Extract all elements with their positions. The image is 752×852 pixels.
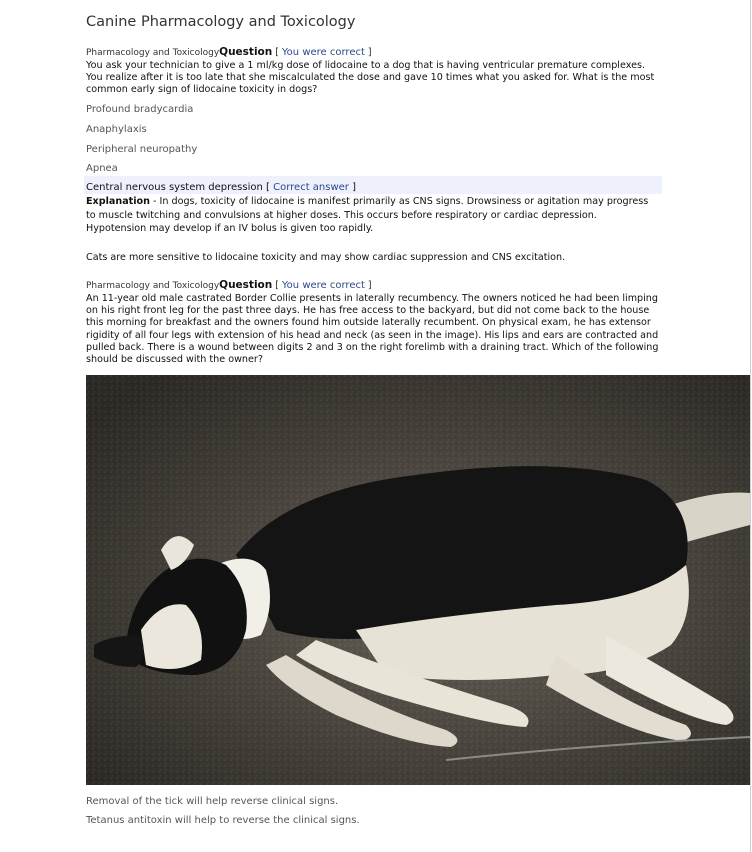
question-1-header [86, 46, 660, 59]
explanation-label: Explanation [86, 196, 150, 207]
answer-option-correct[interactable] [86, 182, 356, 193]
status-bracket-close: ] [367, 47, 372, 58]
correct-option-label: Central nervous system depression [86, 182, 263, 193]
answer-option-1[interactable]: Profound bradycardia [86, 104, 194, 115]
tag-bracket-close: ] [352, 182, 357, 193]
question-category: Pharmacology and Toxicology [86, 48, 220, 58]
explanation [86, 195, 660, 236]
dog-photo [86, 375, 750, 785]
explanation-note: Cats are more sensitive to lidocaine toxicity and may show cardiac suppression and CNS excitation. [86, 252, 566, 263]
tag-bracket-open: [ [266, 182, 270, 193]
status-bracket-open: [ [275, 47, 280, 58]
status-bracket-open: [ [275, 280, 280, 291]
status-bracket-close: ] [367, 280, 372, 291]
question-2 [86, 279, 660, 366]
question-label: Question [219, 46, 273, 58]
question-1 [86, 46, 660, 97]
question-1-text: You ask your technician to give a 1 ml/kg dose of lidocaine to a dog that is having ventricular premature complexes. You realize after it is too late that she miscalculated the dose and gave 10 times what you asked for. What is the most common early sign of lidocaine toxicity in dogs? [86, 60, 655, 96]
status-badge: You were correct [281, 280, 365, 291]
correct-answer-tag: Correct answer [273, 182, 349, 193]
answer-option-4[interactable]: Apnea [86, 163, 118, 174]
status-badge: You were correct [281, 47, 365, 58]
answer-option-2[interactable]: Anaphylaxis [86, 124, 147, 135]
page-title: Canine Pharmacology and Toxicology [86, 14, 356, 30]
question-2-text: An 11-year old male castrated Border Collie presents in laterally recumbency. The owners noticed he had been limping on his right front leg for the past three days. He has free access to the backyard, but did not come back to the house this morning for breakfast and the owners found him outside laterally recumbent. On physical exam, he has extensor rigidity of all four legs with extension of his head and neck (as seen in the image). His lips and ears are contracted and pulled back. There is a wound between digits 2 and 3 on the right forelimb with a draining tract. Which of the following should be discussed with the owner? [86, 293, 659, 366]
question-2-header [86, 279, 660, 292]
answer-option-q2-1[interactable]: Removal of the tick will help reverse clinical signs. [86, 796, 339, 807]
question-category: Pharmacology and Toxicology [86, 281, 220, 291]
answer-option-3[interactable]: Peripheral neuropathy [86, 144, 198, 155]
answer-option-q2-2[interactable]: Tetanus antitoxin will help to reverse the clinical signs. [86, 815, 360, 826]
page-right-border [750, 0, 751, 852]
explanation-text: - In dogs, toxicity of lidocaine is manifest primarily as CNS signs. Drowsiness or agitation may progress to muscle twitching and convulsions at higher doses. This occurs before respiratory or cardiac depression. Hypotension may develop if an IV bolus is given too rapidly. [86, 196, 649, 234]
question-label: Question [219, 279, 273, 291]
